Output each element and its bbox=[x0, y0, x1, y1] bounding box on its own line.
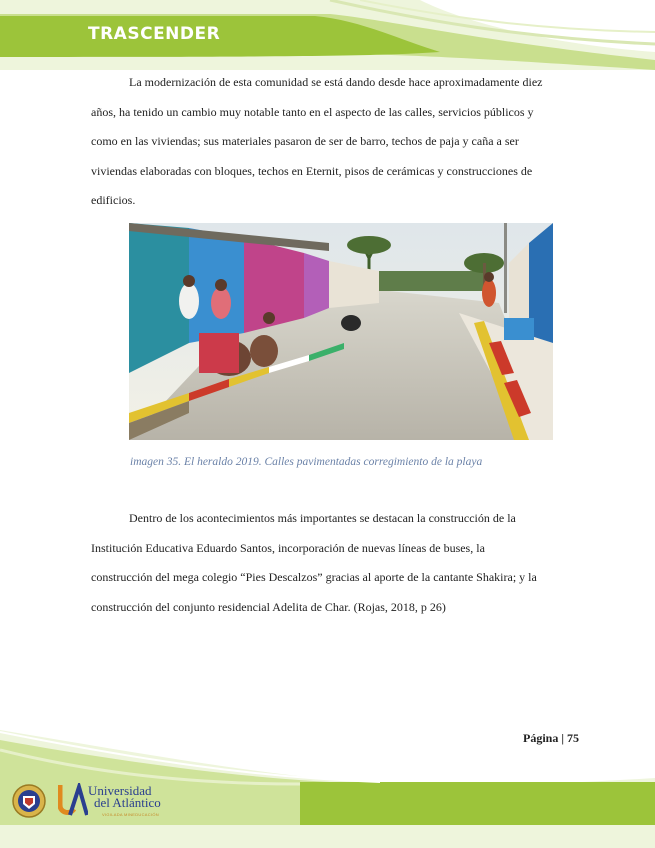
page-number: Página | 75 bbox=[523, 731, 579, 745]
text-line: Institución Educativa Eduardo Santos, incorporación de nuevas líneas de buses, la bbox=[91, 540, 485, 555]
ua-logo-icon bbox=[58, 783, 88, 817]
text-line: edificios. bbox=[91, 193, 136, 207]
paragraph-intro bbox=[91, 68, 578, 216]
text-line: viviendas elaboradas con bloques, techos en Eternit, pisos de cerámicas y construcciones de bbox=[91, 163, 533, 178]
text-line: como en las viviendas; sus materiales pasaron de ser de barro, techos de paja y caña a ser bbox=[91, 134, 519, 148]
university-seal-icon bbox=[12, 784, 46, 818]
university-slogan: VIGILADA MINEDUCACIÓN bbox=[102, 812, 159, 817]
text-line: construcción del conjunto residencial Adelita de Char. (Rojas, 2018, p 26) bbox=[91, 599, 446, 614]
university-name-line1: Universidad bbox=[88, 783, 152, 798]
page-header bbox=[0, 0, 655, 70]
text-line: Dentro de los acontecimientos más importantes se destacan la construcción de la bbox=[129, 511, 516, 525]
figure-caption: imagen 35. El heraldo 2019. Calles pavimentadas corregimiento de la playa bbox=[130, 456, 483, 468]
university-name-line2: del Atlántico bbox=[94, 795, 161, 810]
university-name bbox=[88, 785, 161, 809]
text-line: La modernización de esta comunidad se está dando desde hace aproximadamente diez bbox=[129, 75, 543, 89]
street-photo bbox=[129, 223, 553, 440]
text-line: construcción del mega colegio “Pies Descalzos” gracias al aporte de la cantante Shakira; y la bbox=[91, 570, 537, 584]
text-line: años, ha tenido un cambio muy notable tanto en el aspecto de las calles, servicios públicos y bbox=[91, 104, 534, 119]
paragraph-events bbox=[91, 504, 578, 622]
brand-title: TRASCENDER bbox=[88, 24, 221, 44]
